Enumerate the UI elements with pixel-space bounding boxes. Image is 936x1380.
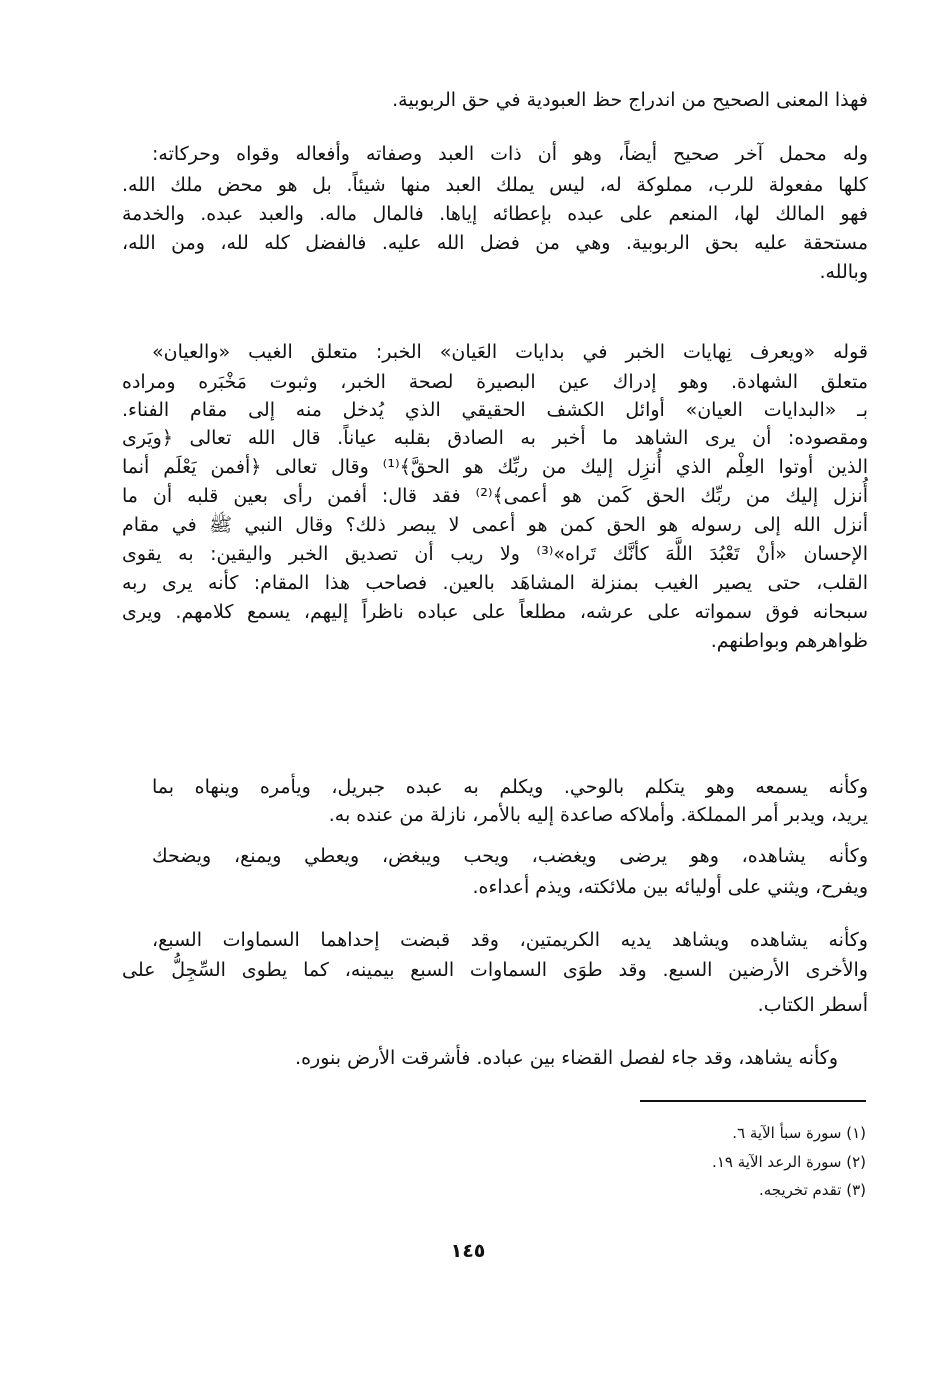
text-line: قوله «ويعرف نِهايات الخبر في بدايات العَيان» الخبر: متعلق الغيب «والعيان» (152, 341, 868, 363)
text-line: أنزل الله إلى رسوله هو الحق كمن هو أعمى لا يبصر ذلك؟ وقال النبي ﷺ في مقام (122, 514, 868, 536)
text-line: وله محمل آخر صحيح أيضاً، وهو أن ذات العبد وصفاته وأفعاله وقواه وحركاته: (152, 143, 868, 165)
page-number: ١٤٥ (450, 1240, 486, 1262)
text-line: والأخرى الأرضين السبع. وقد طوَى السماوات السبع بيمينه، كما يطوى السِّجِلُّ على (122, 959, 868, 981)
text-line: الإحسان «أنْ تَعْبُدَ اللَّهَ كأنَّك تَراه»⁽³⁾ ولا ريب أن تصديق الخبر واليقين: به يقوى (122, 543, 869, 565)
text-line: وكأنه يشاهده، وهو يرضى ويغضب، ويحب ويبغض، ويعطي ويمنع، ويضحك (152, 845, 868, 867)
text-line: متعلق الشهادة. وهو إدراك عين البصيرة لصحة الخبر، وثبوت مَخْبَره ومراده (122, 371, 868, 393)
text-line: ويفرح، ويثني على أوليائه بين ملائكته، ويذم أعداءه. (472, 876, 868, 898)
text-line: ظواهرهم وبواطنهم. (710, 630, 868, 652)
text-line: ومقصوده: أن يرى الشاهد ما أخبر به الصادق بقلبه عياناً. قال الله تعالى ﴿ويَرى (122, 427, 868, 449)
text-line: أُنزل إليك من ربِّك الحق كَمن هو أعمى﴾⁽²⁾ فقد قال: أفمن رأى بعين قلبه أن ما (122, 485, 868, 507)
text-line: وكأنه يشاهد، وقد جاء لفصل القضاء بين عباده. فأشرقت الأرض بنوره. (295, 1047, 838, 1069)
footnote: (٢) سورة الرعد الآية ١٩. (712, 1153, 866, 1171)
text-line: سبحانه فوق سمواته على عرشه، مطلعاً على عباده ناظراً إليهم، يسمع كلامهم. ويرى (122, 601, 868, 623)
text-line: فهو المالك لها، المنعم على عبده بإعطائه إياها. فالمال ماله. والعبد عبده. والخدمة (122, 203, 868, 225)
footnote-separator (640, 1100, 866, 1102)
footnote: (٣) تقدم تخريجه. (758, 1181, 866, 1199)
text-line: وبالله. (819, 261, 868, 283)
text-line: فهذا المعنى الصحيح من اندراج حظ العبودية في حق الربوبية. (392, 89, 868, 111)
text-line: وكأنه يسمعه وهو يتكلم بالوحي. ويكلم به عبده جبريل، ويأمره وينهاه بما (152, 776, 868, 798)
text-line: كلها مفعولة للرب، مملوكة له، ليس يملك العبد منها شيئاً. بل هو محض ملك الله. (122, 174, 868, 196)
footnote: (١) سورة سبأ الآية ٦. (732, 1124, 866, 1142)
text-line: يريد، ويدبر أمر المملكة. وأملاكه صاعدة إليه بالأمر، نازلة من عنده به. (328, 804, 868, 826)
text-line: الذين أوتوا العِلْم الذي أُنزِل إليك من ربِّك هو الحقَّ﴾⁽¹⁾ وقال تعالى ﴿أفمن يَعْلَم أنما (122, 456, 868, 478)
text-line: أسطر الكتاب. (757, 994, 868, 1016)
text-line: مستحقة عليه بحق الربوبية. وهي من فضل الله عليه. فالفضل كله لله، ومن الله، (122, 232, 868, 254)
text-line: وكأنه يشاهده ويشاهد يديه الكريمتين، وقد قبضت إحداهما السماوات السبع، (152, 929, 868, 951)
text-line: بـ «البدايات العيان» أوائل الكشف الحقيقي الذي يُدخل منه إلى مقام الفناء. (122, 399, 868, 421)
text-line: القلب، حتى يصير الغيب بمنزلة المشاهَد بالعين. فصاحب هذا المقام: كأنه يرى ربه (122, 572, 868, 594)
